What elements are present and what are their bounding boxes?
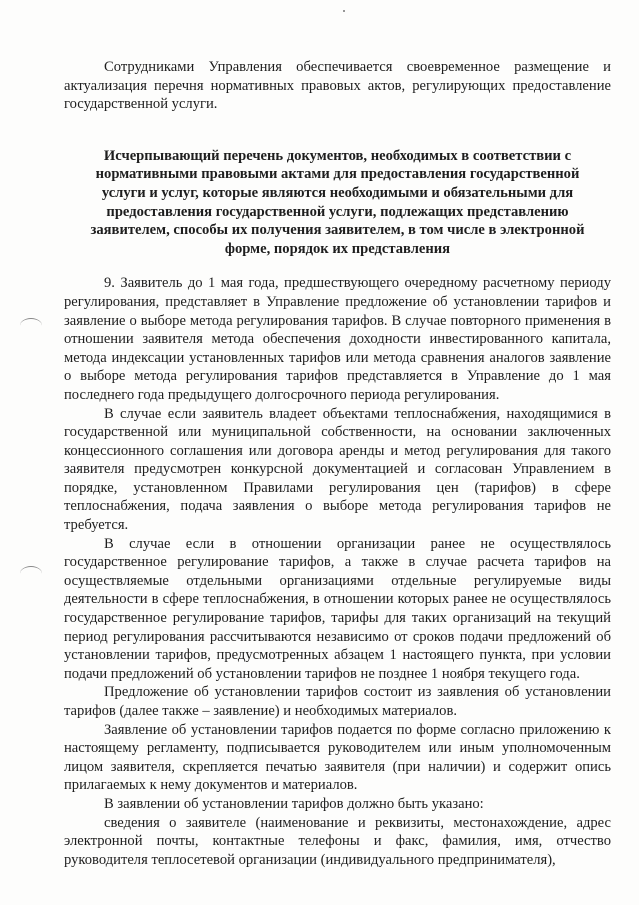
- body-paragraph: В заявлении об установлении тарифов должно быть указано:: [104, 795, 484, 812]
- body-paragraph: В случае если заявитель владеет объектами теплоснабжения, находящимися в государственной или муниципальной собственности, на основании заключенных концессионного соглашения или договора аренды и метод регулирования для такого заявителя предусмотрен конкурсной документацией и согласован Управлением в порядке, установленном Правилами регулирования цен (тарифов) в сфере теплоснабжения, подача заявления о выборе метода регулирования тарифов не требуется.: [64, 405, 611, 534]
- punch-hole-mark: [20, 566, 42, 581]
- body-paragraph: В случае если в отношении организации ранее не осуществлялось государственное регулирование тарифов, а также в случае расчета тарифов на осуществляемые отдельными организациями отдельные регулируемые виды деятельности в сфере теплоснабжения, в отношении которых ранее не осуществлялось государственное регулирование тарифов, тарифы для таких организаций на текущий период регулирования рассчитываются независимо от сроков подачи предложений об установлении тарифов, предусмотренных абзацем 1 настоящего пункта, при условии подачи предложений об установлении тарифов не позднее 1 ноября текущего года.: [64, 535, 611, 682]
- body-paragraph: сведения о заявителе (наименование и реквизиты, местонахождение, адрес электронной почты, контактные телефоны и факс, фамилия, имя, отчество руководителя теплосетевой организации (индивидуального предпринимателя),: [64, 814, 611, 868]
- punch-hole-mark: [20, 318, 42, 333]
- intro-paragraph: Сотрудниками Управления обеспечивается своевременное размещение и актуализация перечня нормативных правовых актов, регулирующих предоставление государственной услуги.: [64, 59, 611, 113]
- body-paragraph: Заявление об установлении тарифов подается по форме согласно приложению к настоящему регламенту, подписывается руководителем или иным уполномоченным лицом заявителя, скрепляется печатью заявителя (при наличии) и содержит опись прилагаемых к нему документов и материалов.: [64, 721, 611, 794]
- document-page: [64, 58, 611, 869]
- scan-speck: [343, 10, 345, 12]
- body-paragraph: Предложение об установлении тарифов состоит из заявления об установлении тарифов (далее также – заявление) и необходимых материалов.: [64, 684, 611, 719]
- section-heading: Исчерпывающий перечень документов, необходимых в соответствии с нормативными правовыми актами для предоставления государственной услуги и услуг, которые являются необходимыми и обязательными для предоставления государственной услуги, подлежащих представлению заявителем, способы их получения заявителем, в том числе в электронной форме, порядок их представления: [90, 147, 585, 257]
- body-paragraph: 9. Заявитель до 1 мая года, предшествующего очередному расчетному периоду регулирования, представляет в Управление предложение об установлении тарифов и заявление о выборе метода регулирования тарифов. В случае повторного применения в отношении заявителя метода обеспечения доходности инвестированного капитала, метода индексации установленных тарифов или метода сравнения аналогов заявление о выборе метода регулирования тарифов представляется в Управление до 1 мая последнего года предыдущего долгосрочного периода регулирования.: [64, 275, 611, 403]
